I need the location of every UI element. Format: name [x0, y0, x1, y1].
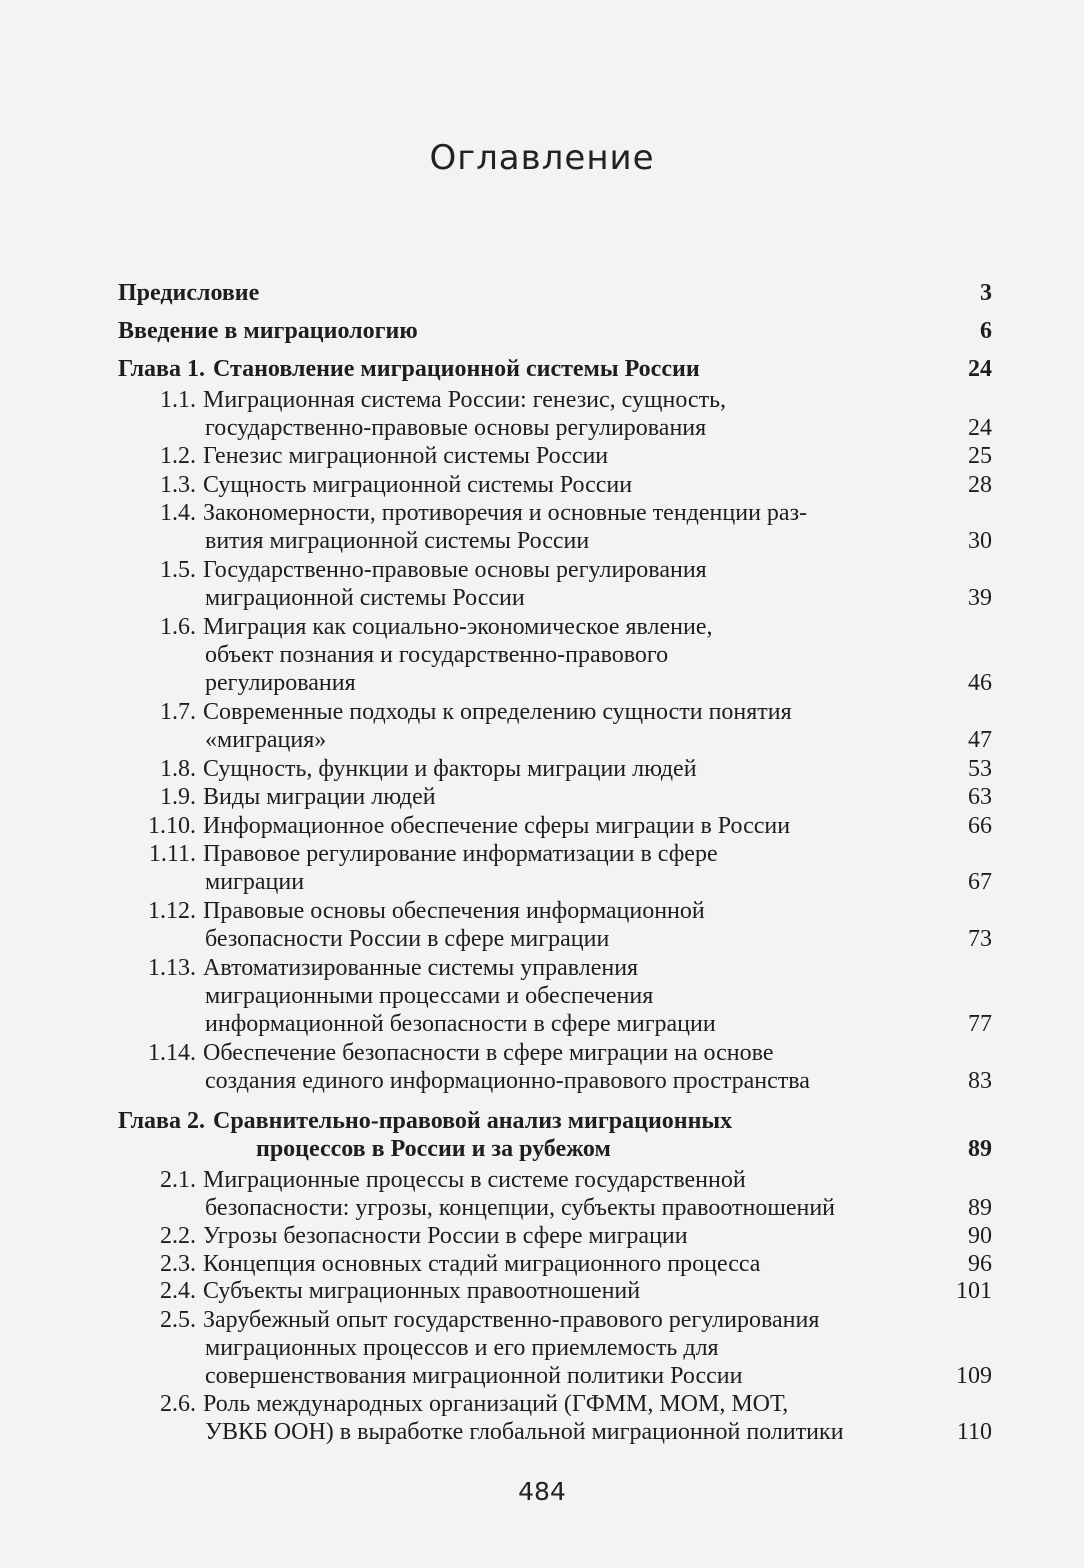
- toc-entry-line: [205, 982, 653, 1010]
- toc-entry-line: [118, 317, 418, 345]
- toc-entry-number: 2.5.: [160, 1307, 196, 1333]
- toc-entry-number: 1.9.: [160, 784, 196, 810]
- toc-entry-title: Современные подходы к определению сущности понятия: [203, 699, 792, 725]
- toc-entry-line: [205, 1194, 835, 1222]
- toc-entry-line: [205, 641, 668, 669]
- toc-entry-line: [0, 1250, 760, 1278]
- toc-entry-title: Информационное обеспечение сферы миграции в России: [203, 813, 791, 839]
- toc-page-number: 46: [968, 670, 992, 696]
- toc-page-number: 67: [968, 869, 992, 895]
- toc-page-number: 89: [968, 1195, 992, 1221]
- toc-entry-title: безопасности России в сфере миграции: [205, 926, 610, 952]
- toc-entry-title: совершенствования миграционной политики России: [205, 1363, 743, 1389]
- toc-entry-number: 2.6.: [160, 1391, 196, 1417]
- toc-entry-line: [118, 279, 259, 307]
- toc-page-number: 90: [968, 1223, 992, 1249]
- toc-entry-number: 2.1.: [160, 1167, 196, 1193]
- toc-entry-title: Виды миграции людей: [203, 784, 436, 810]
- toc-entry-number: 1.11.: [148, 841, 196, 867]
- toc-entry-line: [256, 1135, 611, 1163]
- toc-entry-title: Субъекты миграционных правоотношений: [203, 1278, 641, 1304]
- toc-page-number: 89: [968, 1136, 992, 1162]
- toc-entry-title: миграционных процессов и его приемлемость для: [205, 1335, 719, 1361]
- toc-entry-title: Закономерности, противоречия и основные тенденции раз-: [203, 500, 808, 526]
- toc-entry-title: Правовое регулирование информатизации в сфере: [203, 841, 718, 867]
- toc-page-number: 109: [956, 1363, 992, 1389]
- toc-entry-number: 1.8.: [160, 756, 196, 782]
- toc-entry-number: 1.1.: [160, 387, 196, 413]
- toc-entry-title: миграционными процессами и обеспечения: [205, 983, 654, 1009]
- toc-entry-title: миграции: [205, 869, 305, 895]
- toc-entry-line: [205, 527, 589, 555]
- toc-entry-title: вития миграционной системы России: [205, 528, 590, 554]
- toc-entry-line: [0, 613, 713, 641]
- toc-page-number: 28: [968, 472, 992, 498]
- toc-entry-title: Автоматизированные системы управления: [203, 955, 639, 981]
- toc-entry-title: создания единого информационно-правового пространства: [205, 1068, 810, 1094]
- toc-entry-title: миграционной системы России: [205, 585, 525, 611]
- toc-entry-line: [205, 1362, 742, 1390]
- toc-entry-number: 2.3.: [160, 1251, 196, 1277]
- toc-entry-title: Введение в миграциологию: [118, 318, 418, 344]
- toc-entry-number: 2.4.: [160, 1278, 196, 1304]
- toc-entry-line: [205, 868, 304, 896]
- toc-entry-line: [205, 1010, 716, 1038]
- toc-entry-line: [0, 556, 707, 584]
- toc-entry-title: Сравнительно-правовой анализ миграционных: [213, 1108, 733, 1134]
- toc-entry-line: [0, 1039, 773, 1067]
- toc-entry-title: Роль международных организаций (ГФММ, МОМ, МОТ,: [203, 1391, 789, 1417]
- toc-page-number: 96: [968, 1251, 992, 1277]
- toc-entry-line: [118, 1107, 732, 1135]
- toc-page-number: 53: [968, 756, 992, 782]
- toc-entry-line: [0, 783, 436, 811]
- toc-entry-line: [205, 726, 326, 754]
- toc-entry-title: Генезис миграционной системы России: [203, 443, 609, 469]
- toc-entry-line: [0, 897, 705, 925]
- toc-page-number: 24: [968, 356, 992, 382]
- toc-entry-title: Миграция как социально-экономическое явление,: [203, 614, 713, 640]
- toc-page-number: 25: [968, 443, 992, 469]
- toc-page-number: 83: [968, 1068, 992, 1094]
- toc-page-number: 24: [968, 415, 992, 441]
- toc-entry-line: [0, 386, 726, 414]
- toc-entry-title: информационной безопасности в сфере миграции: [205, 1011, 716, 1037]
- toc-entry-line: [0, 471, 632, 499]
- toc-page-number: 30: [968, 528, 992, 554]
- toc-entry-number: 1.3.: [160, 472, 196, 498]
- toc-entry-title: Обеспечение безопасности в сфере миграции на основе: [203, 1040, 774, 1066]
- page-number: 484: [518, 1477, 566, 1506]
- toc-entry-title: регулирования: [205, 670, 356, 696]
- toc-entry-line: [205, 1334, 719, 1362]
- toc-entry-line: [205, 669, 356, 697]
- toc-entry-title: процессов в России и за рубежом: [256, 1136, 611, 1162]
- toc-entry-title: Правовые основы обеспечения информационной: [203, 898, 705, 924]
- page-title: Оглавление: [429, 138, 655, 178]
- toc-entry-title: Сущность миграционной системы России: [203, 472, 633, 498]
- toc-entry-line: [0, 1306, 819, 1334]
- toc-entry-title: Миграционные процессы в системе государственной: [203, 1167, 746, 1193]
- toc-entry-line: [0, 1222, 688, 1250]
- toc-entry-number: 1.2.: [160, 443, 196, 469]
- toc-entry-number: 1.14.: [148, 1040, 196, 1066]
- toc-entry-title: Концепция основных стадий миграционного процесса: [203, 1251, 761, 1277]
- toc-entry-title: безопасности: угрозы, концепции, субъекты правоотношений: [205, 1195, 836, 1221]
- toc-entry-line: [205, 1418, 844, 1446]
- toc-entry-line: [205, 584, 525, 612]
- toc-entry-number: Глава 1.: [118, 356, 205, 382]
- toc-page-number: 101: [956, 1278, 992, 1304]
- toc-entry-title: «миграция»: [205, 727, 327, 753]
- toc-entry-line: [0, 1166, 746, 1194]
- toc-entry-title: Миграционная система России: генезис, сущность,: [203, 387, 727, 413]
- toc-entry-line: [205, 414, 706, 442]
- toc-entry-number: 1.5.: [160, 557, 196, 583]
- toc-page-number: 47: [968, 727, 992, 753]
- toc-page-number: 77: [968, 1011, 992, 1037]
- toc-page-number: 39: [968, 585, 992, 611]
- toc-entry-line: [205, 925, 609, 953]
- toc-entry-line: [0, 442, 608, 470]
- toc-entry-number: 1.13.: [148, 955, 196, 981]
- toc-entry-number: 1.12.: [148, 898, 196, 924]
- toc-entry-line: [0, 840, 718, 868]
- toc-entry-line: [0, 1390, 788, 1418]
- toc-entry-line: [0, 499, 807, 527]
- toc-entry-title: объект познания и государственно-правового: [205, 642, 669, 668]
- toc-entry-title: Сущность, функции и факторы миграции людей: [203, 756, 697, 782]
- toc-entry-title: Зарубежный опыт государственно-правового регулирования: [203, 1307, 820, 1333]
- toc-entry-line: [0, 698, 792, 726]
- toc-page-number: 63: [968, 784, 992, 810]
- toc-page-number: 73: [968, 926, 992, 952]
- toc-entry-line: [205, 1067, 810, 1095]
- toc-entry-number: 1.10.: [148, 813, 196, 839]
- toc-entry-title: государственно-правовые основы регулирования: [205, 415, 707, 441]
- toc-entry-title: Становление миграционной системы России: [213, 356, 700, 382]
- toc-page-number: 3: [980, 280, 992, 306]
- toc-entry-line: [0, 755, 697, 783]
- toc-entry-line: [118, 355, 700, 383]
- toc-entry-line: [0, 954, 638, 982]
- toc-entry-line: [0, 812, 790, 840]
- toc-entry-number: 1.4.: [160, 500, 196, 526]
- toc-entry-number: 1.6.: [160, 614, 196, 640]
- toc-entry-title: Государственно-правовые основы регулирования: [203, 557, 707, 583]
- toc-entry-line: [0, 1277, 640, 1305]
- toc-entry-number: 1.7.: [160, 699, 196, 725]
- toc-page-number: 6: [980, 318, 992, 344]
- toc-entry-title: Предисловие: [118, 280, 260, 306]
- toc-entry-number: Глава 2.: [118, 1108, 205, 1134]
- toc-page-number: 110: [956, 1419, 992, 1445]
- toc-page-number: 66: [968, 813, 992, 839]
- toc-entry-title: УВКБ ООН) в выработке глобальной миграционной политики: [205, 1419, 844, 1445]
- toc-entry-title: Угрозы безопасности России в сфере миграции: [203, 1223, 688, 1249]
- toc-entry-number: 2.2.: [160, 1223, 196, 1249]
